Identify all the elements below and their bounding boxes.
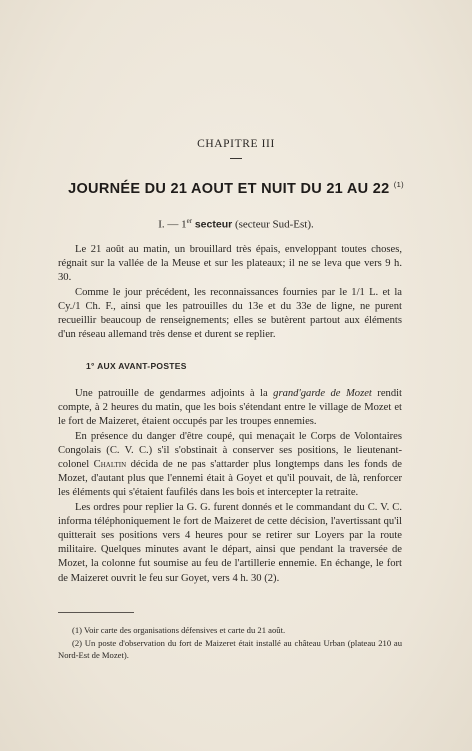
p3-text-b: rendit compte, à 2 heures du matin, que les bois s'étendant entre le village de Mozet et le fort de Maizeret, étaient occupés par les troupes ennemies. [58,388,402,428]
paragraph-4 [58,430,402,501]
footnote-rule [58,612,134,613]
p4-text-a: En présence du danger d'être coupé, qui menaçait le Corps de Volontaires Congolais (C. V. C.) s'il s'obstinait à conserver ses positions, le lieutenant-colonel [58,430,402,471]
section-prefix: I. — 1 [158,218,187,231]
paragraph-5: Les ordres pour replier la G. G. furent donnés et le commandant du C. V. C. informa téléphoniquement le fort de Maizeret de cette décision, l'avertissant qu'il quitterait ses positions vers 4 heures pour se retirer sur Loyers par la route militaire. Quelques minutes avant le départ, ainsi que pendant la traversée de Mozet, la colonne fut soumise au feu de l'artillerie ennemie. En échange, le fort de Maizeret ouvrit le feu sur Goyet, vers 4 h. 30 (2). [58,501,402,584]
section-prefix-sup: er [186,217,193,225]
chapter-heading: CHAPITRE III [197,138,275,150]
p4-name: Chaltin [93,459,127,471]
section-heading [0,217,472,231]
chapter-title-text: JOURNÉE DU 21 AOUT ET NUIT DU 21 AU 22 [68,181,390,197]
title-footnote-ref: (1) [393,180,404,189]
p3-italic: grand'garde de Mozet [273,388,372,399]
p3-text-a: Une patrouille de gendarmes adjoints à la [75,388,274,399]
chapter-title [40,180,432,197]
footnotes [58,624,402,662]
intro-text [58,243,402,342]
footnote-1: (1) Voir carte des organisations défensives et carte du 21 août. [72,625,286,635]
section-rest: (secteur Sud-Est). [234,218,314,231]
paragraph-2: Comme le jour précédent, les reconnaissances fournies par le 1/1 L. et la Cy./1 Ch. F., ainsi que les patrouilles du 13e et du 33e de ligne, ne purent recueillir beaucoup de renseignements; elles se butèrent partout aux éléments d'un réseau allemand très dense et durent se replier. [58,286,402,341]
footnote-2: (2) Un poste d'observation du fort de Maizeret était installé au château Urban (plateau 210 au Nord-Est de Mozet). [58,637,402,660]
chapter-rule [230,158,242,159]
paragraph-1: Le 21 août au matin, un brouillard très épais, enveloppant toutes choses, régnait sur la vallée de la Meuse et sur les plateaux; il ne se leva que vers 9 h. 30. [58,244,402,284]
main-text [58,387,402,586]
p4-text-b: décida de ne pas s'attarder plus longtemps dans les fonds de Mozet, d'autant plus que l'ennemi était à Goyet et qu'il pouvait, de là, renforcer les éléments qui s'étaient faufilés dans les bois et intercepter la retraite. [58,459,402,499]
paragraph-3 [58,387,402,430]
section-bold: secteur [194,218,233,231]
subheading: 1° AUX AVANT-POSTES [86,361,187,371]
